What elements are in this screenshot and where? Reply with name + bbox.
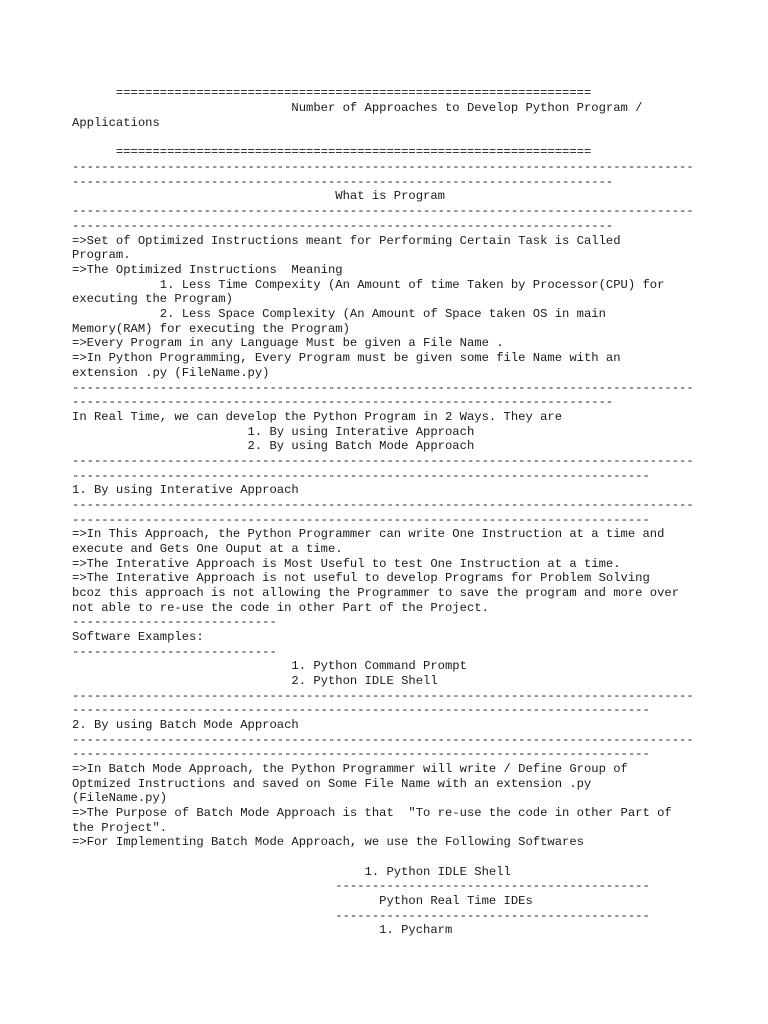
text-line: execute and Gets One Ouput at a time.	[72, 542, 343, 556]
text-line: In Real Time, we can develop the Python Program in 2 Ways. They are	[72, 410, 563, 424]
text-line: executing the Program)	[72, 292, 233, 306]
dashed-rule: --------------------------------------------------------------------------	[72, 395, 614, 409]
dashed-rule: -------------------------------------------------------------------------------------	[72, 204, 694, 218]
section-heading-interactive-approach: 1. By using Interative Approach	[72, 483, 299, 497]
dashed-rule: -------------------------------------------------------------------------------------	[72, 381, 694, 395]
short-rule: -------------------------------------------	[72, 909, 650, 923]
dashed-rule: -------------------------------------------------------------------------------------	[72, 689, 694, 703]
dashed-rule: --------------------------------------------------------------------------	[72, 219, 614, 233]
dashed-rule: -------------------------------------------------------------------------------	[72, 469, 650, 483]
text-line: Optmized Instructions and saved on Some File Name with an extension .py	[72, 777, 592, 791]
divider-line: =================================================================	[72, 145, 592, 159]
list-item: 2. Less Space Complexity (An Amount of Space taken OS in main	[72, 307, 606, 321]
text-line: =>Set of Optimized Instructions meant for Performing Certain Task is Called	[72, 234, 621, 248]
short-rule: ----------------------------	[72, 615, 277, 629]
dashed-rule: -------------------------------------------------------------------------------------	[72, 160, 694, 174]
list-item: 2. Python IDLE Shell	[72, 674, 438, 688]
text-line: (FileName.py)	[72, 791, 168, 805]
text-line: Program.	[72, 248, 131, 262]
text-line: bcoz this approach is not allowing the Programmer to save the program and more over	[72, 586, 680, 600]
divider-line: =================================================================	[72, 86, 592, 100]
list-item: 1. Python Command Prompt	[72, 659, 467, 673]
dashed-rule: -------------------------------------------------------------------------------	[72, 703, 650, 717]
list-item: 1. Less Time Compexity (An Amount of time Taken by Processor(CPU) for	[72, 278, 665, 292]
text-line: =>For Implementing Batch Mode Approach, we use the Following Softwares	[72, 835, 584, 849]
list-item: 2. By using Batch Mode Approach	[72, 439, 475, 453]
text-line: =>In Batch Mode Approach, the Python Programmer will write / Define Group of	[72, 762, 628, 776]
dashed-rule: -------------------------------------------------------------------------------	[72, 747, 650, 761]
text-line: =>In Python Programming, Every Program must be given some file Name with an	[72, 351, 621, 365]
dashed-rule: --------------------------------------------------------------------------	[72, 175, 614, 189]
dashed-rule: -------------------------------------------------------------------------------------	[72, 733, 694, 747]
subheading-software-examples: Software Examples:	[72, 630, 204, 644]
text-line: =>The Optimized Instructions Meaning	[72, 263, 343, 277]
text-line: =>The Interative Approach is not useful to develop Programs for Problem Solving	[72, 571, 650, 585]
text-line: Memory(RAM) for executing the Program)	[72, 322, 350, 336]
text-line: =>In This Approach, the Python Programmer can write One Instruction at a time and	[72, 527, 665, 541]
dashed-rule: -------------------------------------------------------------------------------------	[72, 454, 694, 468]
dashed-rule: -------------------------------------------------------------------------------------	[72, 498, 694, 512]
document-title: Number of Approaches to Develop Python Program /	[72, 101, 643, 115]
text-line: not able to re-use the code in other Part of the Project.	[72, 601, 489, 615]
text-line: =>Every Program in any Language Must be given a File Name .	[72, 336, 504, 350]
dashed-rule: -------------------------------------------------------------------------------	[72, 513, 650, 527]
subheading-python-real-time-ides: Python Real Time IDEs	[72, 894, 533, 908]
text-line: =>The Interative Approach is Most Useful to test One Instruction at a time.	[72, 557, 621, 571]
document-title-continued: Applications	[72, 116, 160, 130]
text-line: the Project".	[72, 821, 168, 835]
short-rule: ----------------------------	[72, 645, 277, 659]
list-item: 1. Pycharm	[72, 923, 453, 937]
section-heading-what-is-program: What is Program	[72, 189, 445, 203]
list-item: 1. Python IDLE Shell	[72, 865, 511, 879]
text-line: extension .py (FileName.py)	[72, 366, 270, 380]
section-heading-batch-mode-approach: 2. By using Batch Mode Approach	[72, 718, 299, 732]
list-item: 1. By using Interative Approach	[72, 425, 475, 439]
short-rule: -------------------------------------------	[72, 879, 650, 893]
text-line: =>The Purpose of Batch Mode Approach is that "To re-use the code in other Part of	[72, 806, 672, 820]
